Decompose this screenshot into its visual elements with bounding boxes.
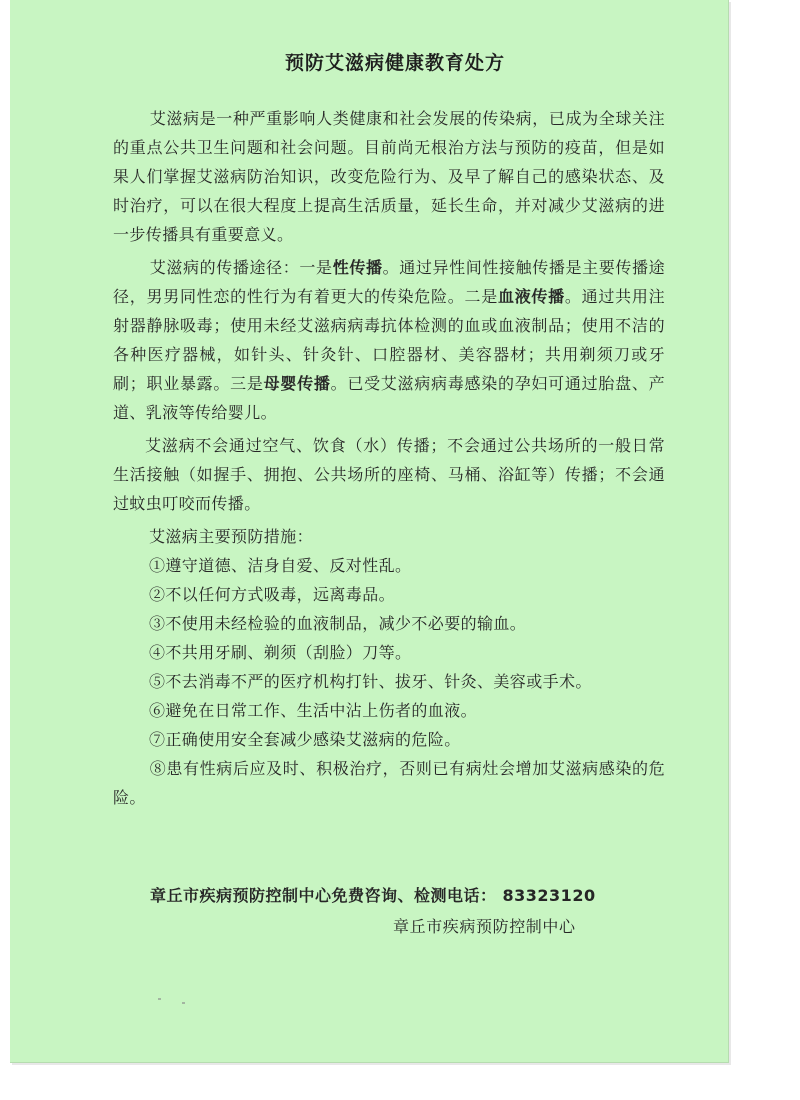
measures-title: 艾滋病主要预防措施：: [149, 527, 314, 546]
hotline-label: 章丘市疾病预防控制中心免费咨询、检测电话：: [150, 886, 497, 905]
intro-paragraph: 艾滋病是一种严重影响人类健康和社会发展的传染病，已成为全球关注的重点公共卫生问题和社会问题。目前尚无根治方法与预防的疫苗，但是如果人们掌握艾滋病防治知识，改变危险行为、及早了解自己的感染状态、及时治疗，可以在很大程度上提高生活质量，延长生命，并对减少艾滋病的进一步传播具有重要意义。: [113, 109, 665, 244]
transmission-text-2: 。通过异性间性接触传播是主要传播途径，男男同性恋的性行为有着更大的传染危险。二是: [113, 258, 665, 306]
transmission-text-3: 。通过共用注射器静脉吸毒；使用未经艾滋病病毒抗体检测的血或血液制品；使用不洁的各种医疗器械，如针头、针灸针、口腔器材、美容器材；共用剃须刀或牙刷；职业暴露。三是: [113, 287, 665, 393]
measure-item: ③不使用未经检验的血液制品，减少不必要的输血。: [149, 614, 527, 633]
transmission-mother-infant: 母婴传播: [263, 374, 331, 393]
transmission-sexual: 性传播: [332, 258, 383, 277]
measure-item: ⑤不去消毒不严的医疗机构打针、拔牙、针灸、美容或手术。: [149, 672, 592, 691]
measure-item: ⑧患有性病后应及时、积极治疗，否则已有病灶会增加艾滋病感染的危险。: [113, 759, 665, 807]
issuer-signature: 章丘市疾病预防控制中心: [393, 917, 576, 936]
transmission-blood: 血液传播: [497, 287, 565, 306]
document-title: 预防艾滋病健康教育处方: [284, 52, 505, 74]
measure-item: ⑥避免在日常工作、生活中沾上伤者的血液。: [149, 701, 478, 720]
measure-item: ②不以任何方式吸毒，远离毒品。: [149, 585, 396, 604]
non-transmission-paragraph: 艾滋病不会通过空气、饮食（水）传播；不会通过公共场所的一般日常生活接触（如握手、拥抱、公共场所的座椅、马桶、浴缸等）传播；不会通过蚊虫叮咬而传播。: [113, 436, 665, 513]
measure-item: ①遵守道德、洁身自爱、反对性乱。: [149, 556, 412, 575]
hotline-number: 83323120: [502, 886, 596, 905]
measure-item: ④不共用牙刷、剃须（刮脸）刀等。: [149, 643, 412, 662]
hotline-line: [150, 883, 710, 906]
scan-speck: [158, 998, 161, 1000]
measure-item: ⑦正确使用安全套减少感染艾滋病的危险。: [149, 730, 461, 749]
transmission-paragraph: [113, 253, 665, 427]
transmission-text-1: 艾滋病的传播途径：一是: [149, 258, 333, 277]
document-body: [113, 104, 665, 812]
transmission-text-4: 。已受艾滋病病毒感染的孕妇可通过胎盘、产道、乳液等传给婴儿。: [113, 374, 665, 422]
scan-speck: [182, 1002, 185, 1004]
